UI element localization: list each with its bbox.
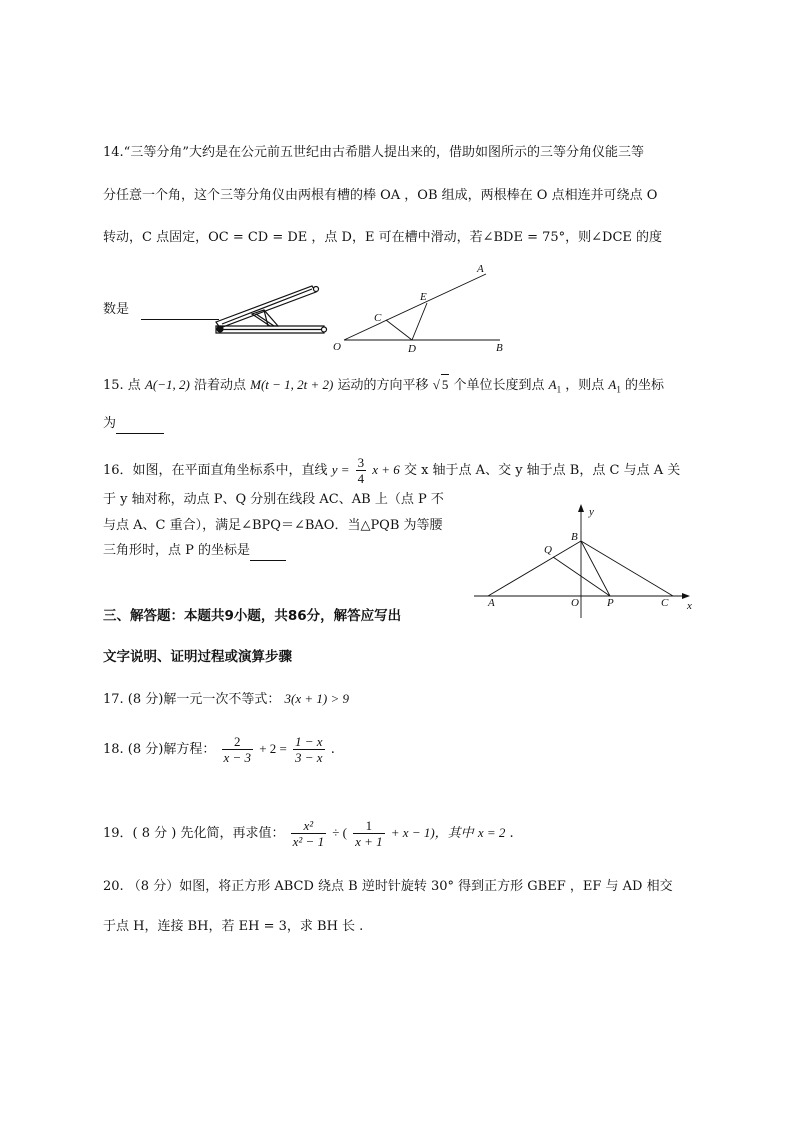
label-a: A <box>488 597 495 609</box>
q16-eq-y: y = <box>331 462 350 477</box>
label-a: A <box>477 263 484 275</box>
q14-angle-figure <box>330 262 520 354</box>
label-x: x <box>687 600 692 612</box>
q17-inequality: 3(x + 1) > 9 <box>284 691 349 706</box>
q19-label: 19．( 8 分 ) 先化简，再求值： <box>103 826 285 841</box>
q14-answer-prompt: 数是 <box>103 302 130 317</box>
q15-point-a1-ref: A <box>608 377 617 392</box>
q15-point-a1: A <box>548 377 557 392</box>
label-b: B <box>496 342 503 354</box>
q15-line-2 <box>103 414 164 434</box>
q17-label: 17. (8 分)解一元一次不等式： <box>103 692 281 707</box>
q16-line-1 <box>103 455 680 486</box>
label-y: y <box>589 506 594 518</box>
segment-de <box>412 303 427 340</box>
q16-text-a: 16．如图，在平面直角坐标系中，直线 <box>103 463 328 478</box>
q18-line <box>103 730 335 769</box>
q19-fraction-right: $\frac{1}{x + 1}$ <box>355 818 383 849</box>
q14-line-3: 转动，C 点固定，OC = CD = DE ，点 D，E 可在槽中滑动，若∠BDE = 75°，则∠DCE 的度 <box>103 230 663 245</box>
q18-end: . <box>330 742 335 757</box>
label-o: O <box>571 597 579 609</box>
q14-line-4 <box>103 300 219 320</box>
q16-line-3: 与点 A、C 重合），满足∠BPQ＝∠BAO．当△PQB 为等腰 <box>103 518 443 533</box>
q16-slope-fraction: $\frac{3}{4}$ <box>357 455 365 486</box>
q19-line <box>103 813 514 854</box>
q19-end: . <box>509 826 514 841</box>
q20-line-1: 20. （8 分）如图，将正方形 ABCD 绕点 B 逆时针旋转 30° 得到正方形 GBEF ，EF 与 AD 相交 <box>103 879 673 894</box>
q15-line-1: 15. 点 A(−1, 2) 沿着动点 M(t − 1, 2t + 2) 运动的方向平移 √ 5 个单位长度到点 $A_1$ ，则点 $A_1$ 的坐标 <box>103 374 664 400</box>
q17-line <box>103 689 349 710</box>
q15-text-a: 15. 点 <box>103 378 141 393</box>
q15-point-a: A(−1, 2) <box>144 377 190 392</box>
q15-point-m: M(t − 1, 2t + 2) <box>250 377 334 392</box>
q18-label: 18. (8 分)解方程： <box>103 742 216 757</box>
segment-qp <box>553 557 610 596</box>
q16-coordinate-figure <box>470 500 700 625</box>
segment-bc <box>581 541 673 596</box>
q14-answer-blank[interactable] <box>141 305 219 320</box>
label-d: D <box>408 343 416 354</box>
q19-tail: + x − 1)，其中 <box>390 825 474 840</box>
q16-answer-blank[interactable] <box>250 546 286 561</box>
section-3-heading-line-2: 文字说明、证明过程或演算步骤 <box>103 649 292 665</box>
q14-line-1: 14.“三等分角”大约是在公元前五世纪由古希腊人提出来的，借助如图所示的三等分角仪能三等 <box>103 145 644 160</box>
segment-cd <box>386 320 412 340</box>
section-3-heading-line-1: 三、解答题：本题共9小题，共86分，解答应写出 <box>103 608 402 624</box>
q16-line-2: 于 y 轴对称，动点 P、Q 分别在线段 AC、AB 上（点 P 不 <box>103 492 444 507</box>
segment-ab <box>488 541 581 596</box>
q16-line-4 <box>103 541 286 561</box>
q20-line-2: 于点 H，连接 BH，若 EH = 3，求 BH 长 . <box>103 919 364 934</box>
q19-fraction-left: $\frac{\text{x²}}{\text{x² − 1}}$ <box>292 818 325 849</box>
x-axis-arrow <box>682 593 690 599</box>
label-e: E <box>420 291 427 303</box>
y-axis-arrow <box>578 504 584 512</box>
q16-text-b: 交 x 轴于点 A、交 y 轴于点 B，点 C 与点 A 关 <box>403 463 681 478</box>
q15-text-e: ，则点 <box>565 378 605 393</box>
q18-fraction-right: $\frac{1 - x}{3 - x}$ <box>295 734 323 765</box>
q15-sqrt-value: 5 <box>441 374 450 395</box>
q15-text-b: 沿着动点 <box>193 378 246 393</box>
q16-answer-prompt: 三角形时，点 P 的坐标是 <box>103 543 251 558</box>
label-b: B <box>571 531 578 543</box>
label-o: O <box>333 341 341 353</box>
q18-fraction-left: $\frac{2}{x - 3}$ <box>223 734 252 765</box>
ray-oa <box>344 274 486 340</box>
label-p: P <box>607 597 614 609</box>
label-c: C <box>661 597 669 609</box>
q16-eq-rest: x + 6 <box>372 462 400 477</box>
q14-line-2: 分任意一个角，这个三等分角仪由两根有槽的棒 OA ，OB 组成，两根棒在 O 点相连并可绕点 O <box>103 188 658 203</box>
label-c: C <box>374 312 382 324</box>
q15-text-d: 个单位长度到点 <box>453 378 545 393</box>
q19-condition: x = 2 <box>477 825 506 840</box>
q15-text-f: 的坐标 <box>624 378 664 393</box>
q18-middle: + 2 = <box>259 741 287 756</box>
trisector-device-illustration <box>212 276 330 340</box>
q15-answer-prompt: 为 <box>103 416 117 431</box>
q19-divide: ÷ ( <box>332 825 347 840</box>
q15-a1-ref-subscript: 1 <box>616 384 621 395</box>
label-q: Q <box>544 544 552 556</box>
q15-text-c: 运动的方向平移 <box>337 378 429 393</box>
q15-a1-subscript: 1 <box>556 384 562 395</box>
q15-answer-blank[interactable] <box>116 419 164 434</box>
